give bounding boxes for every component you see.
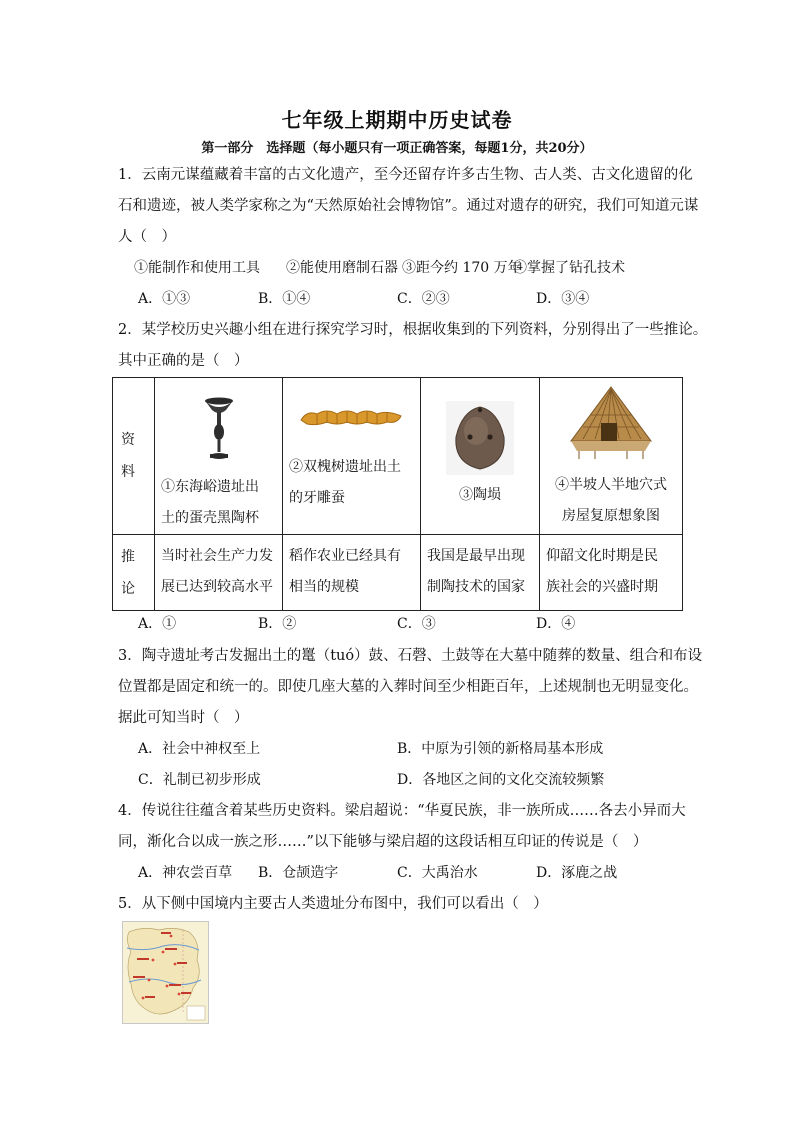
material-cell-3 (421, 378, 540, 535)
q3-line-3: 据此可知当时（ ） (118, 710, 249, 726)
inference-label-char-1: 推 (121, 549, 135, 565)
q4-option-c[interactable]: C．大禹治水 (397, 865, 478, 881)
q2-option-d[interactable]: D．④ (536, 616, 576, 632)
q2-option-c[interactable]: C．③ (397, 616, 436, 632)
material-4-caption-line-2: 房屋复原想象图 (562, 508, 660, 524)
q5-line-1: 5．从下侧中国境内主要古人类遗址分布图中，我们可以看出（ ） (118, 896, 548, 912)
banpo-house-image (565, 385, 657, 461)
q4-option-d[interactable]: D．涿鹿之战 (536, 865, 618, 881)
ancient-human-sites-map-image (122, 921, 209, 1024)
inference-label-char-2: 论 (121, 581, 135, 597)
inference-cell-4 (540, 535, 683, 611)
q2-option-b[interactable]: B．② (258, 616, 297, 632)
q1-option-b[interactable]: B．①④ (258, 291, 311, 307)
inference-cell-2 (283, 535, 421, 611)
q1-option-a[interactable]: A．①③ (138, 291, 191, 307)
material-row-label (113, 378, 155, 535)
q1-line-2: 石和遗迹，被人类学家称之为“天然原始社会博物馆”。通过对遗存的研究，我们可知道元谋 (118, 198, 699, 214)
inference-row-label (113, 535, 155, 611)
material-label-char-2: 料 (121, 464, 135, 480)
inference-3-line-2: 制陶技术的国家 (427, 579, 525, 595)
q3-line-1: 3．陶寺遗址考古发掘出土的鼍（tuó）鼓、石磬、土鼓等在大墓中随葬的数量、组合和布设 (118, 648, 703, 664)
material-1-caption-line-2: 土的蛋壳黑陶杯 (161, 510, 259, 526)
inference-1-line-2: 展已达到较高水平 (161, 579, 273, 595)
exam-title: 七年级上期期中历史试卷 (281, 108, 513, 132)
q4-option-a[interactable]: A．神农尝百草 (138, 865, 233, 881)
q4-line-1: 4．传说往往蕴含着某些历史资料。梁启超说：“华夏民族，非一族所成……各去小异而大 (118, 803, 686, 819)
q1-statement-1: ①能制作和使用工具 (134, 260, 260, 276)
q1-statement-2: ②能使用磨制石器 (286, 260, 398, 276)
material-cell-4 (540, 378, 683, 535)
inference-cell-3 (421, 535, 540, 611)
material-4-caption-line-1: ④半坡人半地穴式 (555, 477, 667, 493)
inference-4-line-2: 族社会的兴盛时期 (546, 579, 658, 595)
inference-4-line-1: 仰韶文化时期是民 (546, 548, 658, 564)
q1-line-3: 人（ ） (118, 229, 176, 245)
inference-1-line-1: 当时社会生产力发 (161, 548, 273, 564)
q4-line-2: 同，渐化合以成一族之形……”以下能够与梁启超的这段话相互印证的传说是（ ） (118, 834, 648, 850)
q3-option-d[interactable]: D．各地区之间的文化交流较频繁 (397, 772, 605, 788)
q2-option-a[interactable]: A．① (138, 616, 177, 632)
material-3-caption: ③陶埙 (459, 487, 501, 503)
q2-line-2: 其中正确的是（ ） (118, 353, 249, 369)
q3-option-b[interactable]: B．中原为引领的新格局基本形成 (397, 741, 604, 757)
q2-line-1: 2．某学校历史兴趣小组在进行探究学习时，根据收集到的下列资料，分别得出了一些推论。 (118, 322, 708, 338)
q1-option-d[interactable]: D．③④ (536, 291, 590, 307)
material-label-char-1: 资 (121, 432, 135, 448)
inference-2-line-1: 稻作农业已经具有 (289, 548, 401, 564)
pottery-xun-image (446, 401, 514, 475)
black-pottery-cup-image (202, 396, 236, 462)
material-cell-1 (155, 378, 283, 535)
material-2-caption-line-1: ②双槐树遗址出土 (289, 459, 401, 475)
q3-option-a[interactable]: A．社会中神权至上 (138, 741, 261, 757)
q1-line-1: 1．云南元谋蕴藏着丰富的古文化遗产，至今还留存许多古生物、古人类、古文化遗留的化 (118, 167, 693, 183)
q1-statement-4: ④掌握了钻孔技术 (513, 260, 625, 276)
section-header: 第一部分 选择题（每小题只有一项正确答案，每题1分，共20分） (201, 141, 593, 156)
q3-line-2: 位置都是固定和统一的。即使几座大墓的入葬时间至少相距百年，上述规制也无明显变化。 (118, 679, 698, 695)
inference-cell-1 (155, 535, 283, 611)
q1-option-c[interactable]: C．②③ (397, 291, 450, 307)
q1-statement-3: ③距今约 170 万年 (402, 260, 522, 276)
material-2-caption-line-2: 的牙雕蚕 (289, 490, 345, 506)
material-1-caption-line-1: ①东海峪遗址出 (161, 479, 259, 495)
q3-option-c[interactable]: C．礼制已初步形成 (138, 772, 261, 788)
inference-3-line-1: 我国是最早出现 (427, 548, 525, 564)
q4-option-b[interactable]: B．仓颉造字 (258, 865, 339, 881)
material-cell-2 (283, 378, 421, 535)
materials-table (112, 377, 683, 611)
ivory-silkworm-image (297, 402, 407, 432)
inference-2-line-2: 相当的规模 (289, 579, 359, 595)
